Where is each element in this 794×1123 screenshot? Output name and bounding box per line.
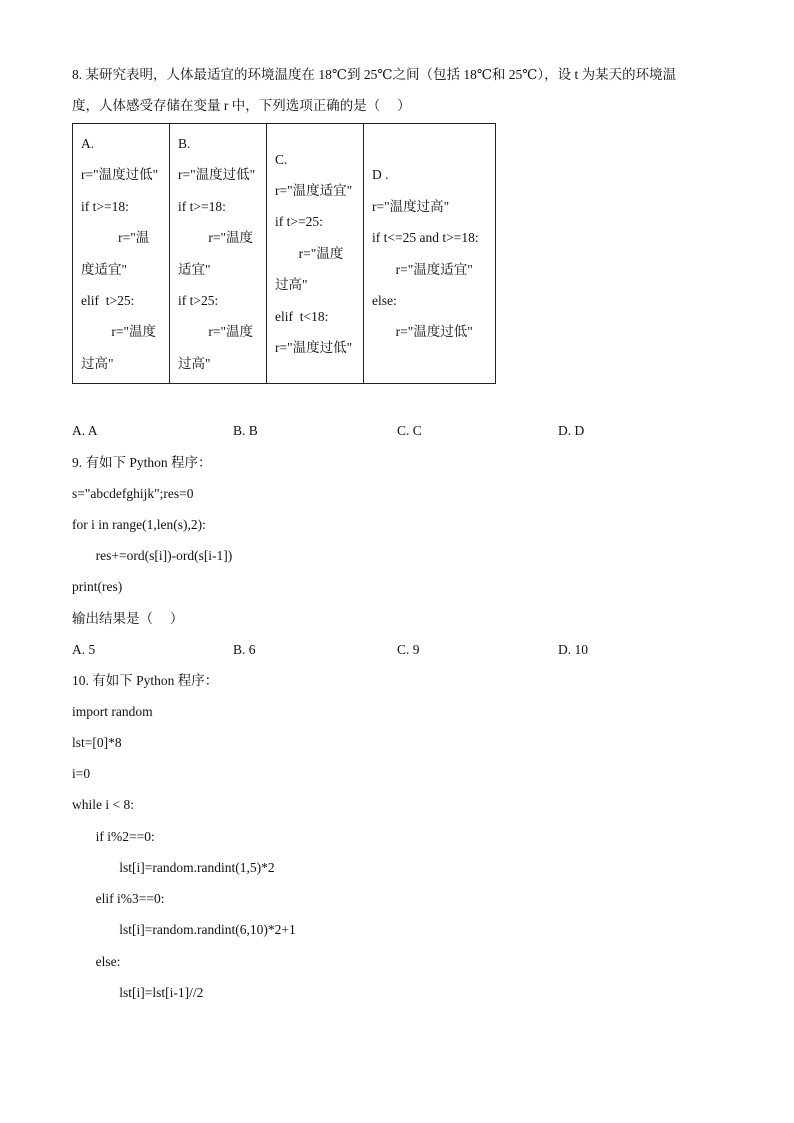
- q10-code-line: lst=[0]*8: [72, 735, 122, 750]
- q9-code-line: for i in range(1,len(s),2):: [72, 517, 206, 532]
- q8-cell-line: r="温度适宜": [372, 261, 473, 277]
- q9-code-line: s="abcdefghijk";res=0: [72, 486, 194, 501]
- q9-answer-options: [72, 641, 632, 659]
- q8-cell-line: if t<=25 and t>=18:: [372, 230, 479, 246]
- q8-cell-line: r="温度过高": [372, 198, 450, 214]
- q8-cell-line: r="温度: [275, 245, 344, 261]
- q10-code-line: lst[i]=random.randint(1,5)*2: [72, 860, 275, 875]
- q8-cell-line: r="温度适宜": [275, 182, 353, 198]
- q8-cell-c: [267, 124, 364, 384]
- q10-code-line: lst[i]=lst[i-1]//2: [72, 985, 204, 1000]
- q8-cell-line: 过高": [178, 355, 211, 371]
- q8-cell-line: r="温度过低": [81, 167, 159, 183]
- q9-option-b: B. 6: [233, 642, 256, 657]
- q8-cell-line: elif t<18:: [275, 308, 329, 324]
- q8-cell-line: D .: [372, 167, 389, 183]
- q9-option-c: C. 9: [397, 642, 420, 657]
- q8-cell-a: [73, 124, 170, 384]
- q8-cell-line: else:: [372, 292, 397, 308]
- q8-cell-line: B.: [178, 135, 191, 151]
- q8-cell-line: r="温: [81, 230, 150, 246]
- q9-option-d: D. 10: [558, 642, 588, 657]
- q8-stem-line-2: 度，人体感受存储在变量 r 中，下列选项正确的是（ ）: [72, 98, 411, 113]
- q9-code-line: res+=ord(s[i])-ord(s[i-1]): [72, 548, 233, 563]
- q10-code-line: lst[i]=random.randint(6,10)*2+1: [72, 922, 296, 937]
- q8-cell-b: [170, 124, 267, 384]
- q8-answer-options: [72, 422, 632, 440]
- q8-stem-line-1: 8. 某研究表明，人体最适宜的环境温度在 18℃到 25℃之间（包括 18℃和 25℃），设 t 为某天的环境温: [72, 67, 677, 82]
- q8-cell-line: elif t>25:: [81, 292, 135, 308]
- q9-option-a: A. 5: [72, 642, 96, 657]
- q8-cell-line: A.: [81, 135, 95, 151]
- q8-cell-line: r="温度: [178, 230, 253, 246]
- q10-code-line: if i%2==0:: [72, 829, 155, 844]
- q10-stem: 10. 有如下 Python 程序：: [72, 673, 219, 688]
- q8-cell-line: r="温度: [178, 324, 253, 340]
- q8-cell-line: 度适宜": [81, 261, 128, 277]
- q9-ask: 输出结果是（ ）: [72, 611, 184, 626]
- q8-cell-line: C.: [275, 151, 288, 167]
- q8-cell-line: 过高": [81, 355, 114, 371]
- q8-cell-line: if t>=25:: [275, 214, 323, 230]
- q9-stem: 9. 有如下 Python 程序：: [72, 455, 212, 470]
- q10-code-line: else:: [72, 954, 121, 969]
- q10-code-line: import random: [72, 704, 153, 719]
- q8-options-table: [72, 123, 496, 384]
- q8-cell-line: r="温度过低": [372, 324, 473, 340]
- q8-cell-line: 适宜": [178, 261, 211, 277]
- q8-cell-line: 过高": [275, 277, 308, 293]
- q8-cell-line: if t>25:: [178, 292, 219, 308]
- q9-code-line: print(res): [72, 579, 123, 594]
- q8-option-a: A. A: [72, 423, 98, 438]
- q10-code-line: elif i%3==0:: [72, 891, 165, 906]
- q8-cell-line: r="温度: [81, 324, 156, 340]
- q8-cell-d: [364, 124, 496, 384]
- q8-cell-line: if t>=18:: [178, 198, 226, 214]
- q8-cell-line: r="温度过低": [275, 340, 353, 356]
- q8-option-d: D. D: [558, 423, 585, 438]
- q8-option-c: C. C: [397, 423, 422, 438]
- q8-cell-line: r="温度过低": [178, 167, 256, 183]
- q8-option-b: B. B: [233, 423, 258, 438]
- q10-code-line: while i < 8:: [72, 797, 134, 812]
- q8-cell-line: if t>=18:: [81, 198, 129, 214]
- q10-code-line: i=0: [72, 766, 91, 781]
